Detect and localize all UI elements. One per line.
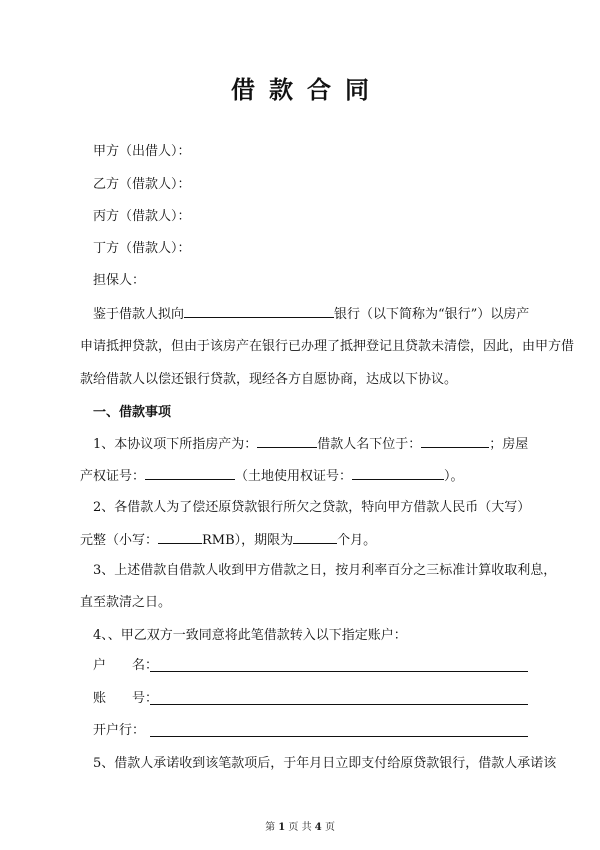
party-borrower-b: 乙方（借款人）：: [93, 177, 191, 192]
clause-4-line-1: 4、、甲乙双方一致同意将此笔借款转入以下指定账户：: [93, 628, 407, 643]
clause-1-text-f: ）。: [444, 469, 464, 484]
clause-1-text-b: 借款人名下位于：: [317, 437, 422, 452]
page-title: 借款合同: [231, 75, 383, 104]
preamble-line-3: 款给借款人以偿还银行贷款，现经各方自愿协商，达成以下协议。: [80, 372, 458, 387]
clause-1-line-1: [93, 434, 528, 454]
party-borrower-c: 丙方（借款人）：: [93, 209, 191, 224]
preamble-line-2: 申请抵押贷款，但由于该房产在银行已办理了抵押登记且贷款未清偿，因此，由甲方借: [80, 339, 575, 354]
clause-2-text-a: 元整（小写：: [80, 533, 159, 548]
party-borrower-d: 丁方（借款人）：: [93, 241, 191, 256]
account-number-line: [150, 704, 528, 705]
clause-2-text-c: 个月。: [337, 533, 377, 548]
title-cert-blank: [145, 466, 235, 480]
account-name-line: [150, 671, 528, 672]
clause-3-line-1: 3、上述借款自借款人收到甲方借款之日，按月利率百分之三标准计算收取利息，: [93, 563, 557, 578]
page-number: 1: [278, 822, 286, 833]
total-pages: 4: [314, 822, 322, 833]
amount-blank: [158, 530, 202, 544]
bank-label: 开户行：: [93, 723, 146, 738]
clause-5-line-1: 5、借款人承诺收到该笔款项后，于年月日立即支付给原贷款银行，借款人承诺该: [93, 756, 557, 771]
clause-2-line-2: [80, 530, 376, 550]
clause-3-line-2: 直至款清之日。: [80, 595, 172, 610]
footer-prefix: 第: [265, 822, 276, 833]
account-name-label: 户 名：: [93, 658, 159, 673]
account-number-label: 账 号：: [93, 691, 159, 706]
clause-1-text-d: 产权证号：: [80, 469, 146, 484]
page-footer: [0, 818, 600, 833]
footer-suffix: 页: [324, 822, 335, 833]
clause-1-line-2: [80, 466, 464, 486]
clause-2-line-1: 2、各借款人为了偿还原贷款银行所欠之贷款，特向甲方借款人民币（大写）: [93, 500, 531, 515]
footer-mid: 页 共: [288, 822, 312, 833]
bank-line: [150, 736, 528, 737]
land-cert-blank: [352, 466, 444, 480]
party-lender: 甲方（出借人）：: [93, 144, 191, 159]
term-blank: [293, 530, 337, 544]
clause-1-text-a: 1、本协议项下所指房产为：: [93, 437, 258, 452]
party-guarantor: 担保人：: [93, 273, 146, 288]
clause-2-text-b: RMB），期限为: [202, 533, 294, 548]
preamble-text-a: 鉴于借款人拟向: [93, 307, 185, 322]
location-blank: [421, 434, 489, 448]
clause-1-text-e: （土地使用权证号：: [235, 469, 353, 484]
clause-1-text-c: ；房屋: [489, 437, 529, 452]
property-blank: [257, 434, 317, 448]
preamble-text-b: 银行（以下简称为“银行”）以房产: [334, 307, 530, 322]
preamble-line-1: [93, 304, 529, 324]
bank-name-blank: [184, 304, 334, 318]
section-heading: 一、借款事项: [93, 405, 172, 420]
